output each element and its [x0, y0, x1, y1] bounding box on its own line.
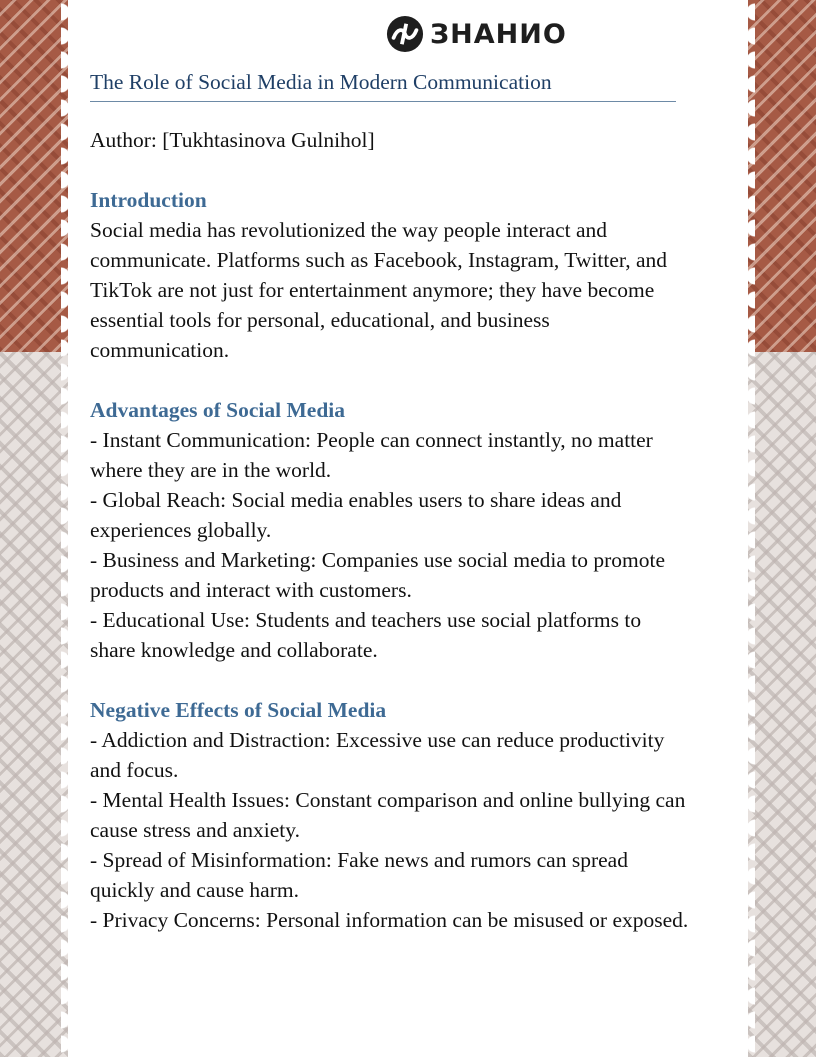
list-item: - Addiction and Distraction: Excessive use can reduce productivity and focus. — [90, 728, 665, 782]
left-border-scallop-edge — [61, 0, 68, 1057]
document-title: The Role of Social Media in Modern Communication — [90, 70, 676, 102]
right-border-terracotta-pattern — [748, 0, 816, 352]
list-item: - Global Reach: Social media enables users to share ideas and experiences globally. — [90, 488, 622, 542]
list-item: - Instant Communication: People can connect instantly, no matter where they are in the world. — [90, 428, 653, 482]
right-border-scallop-edge — [748, 0, 755, 1057]
left-border-grey-pattern — [0, 352, 68, 1057]
section-introduction — [90, 185, 690, 365]
right-decorative-border — [748, 0, 816, 1057]
section-heading: Negative Effects of Social Media — [90, 698, 387, 722]
logo-wordmark: ЗНАНИО — [430, 18, 567, 50]
left-border-terracotta-pattern — [0, 0, 68, 352]
znanio-logo — [386, 14, 567, 54]
section-heading: Advantages of Social Media — [90, 398, 346, 422]
left-decorative-border — [0, 0, 68, 1057]
author-line: Author: [Tukhtasinova Gulnihol] — [90, 128, 375, 152]
list-item: - Business and Marketing: Companies use social media to promote products and interact with customers. — [90, 548, 666, 602]
znanio-logo-icon — [386, 15, 424, 53]
section-advantages — [90, 395, 690, 665]
section-negative-effects — [90, 695, 690, 935]
section-heading: Introduction — [90, 188, 207, 212]
section-paragraph: Social media has revolutionized the way people interact and communicate. Platforms such as Facebook, Instagram, Twitter, and TikTok are not just for entertainment anymore; they have become essential tools for personal, educational, and business communication. — [90, 218, 667, 362]
list-item: - Mental Health Issues: Constant comparison and online bullying can cause stress and anxiety. — [90, 788, 686, 842]
list-item: - Educational Use: Students and teachers use social platforms to share knowledge and collaborate. — [90, 608, 642, 662]
right-border-grey-pattern — [748, 352, 816, 1057]
list-item: - Privacy Concerns: Personal information can be misused or exposed. — [90, 908, 689, 932]
document-body — [90, 125, 690, 965]
document-page — [68, 0, 748, 1057]
list-item: - Spread of Misinformation: Fake news and rumors can spread quickly and cause harm. — [90, 848, 628, 902]
